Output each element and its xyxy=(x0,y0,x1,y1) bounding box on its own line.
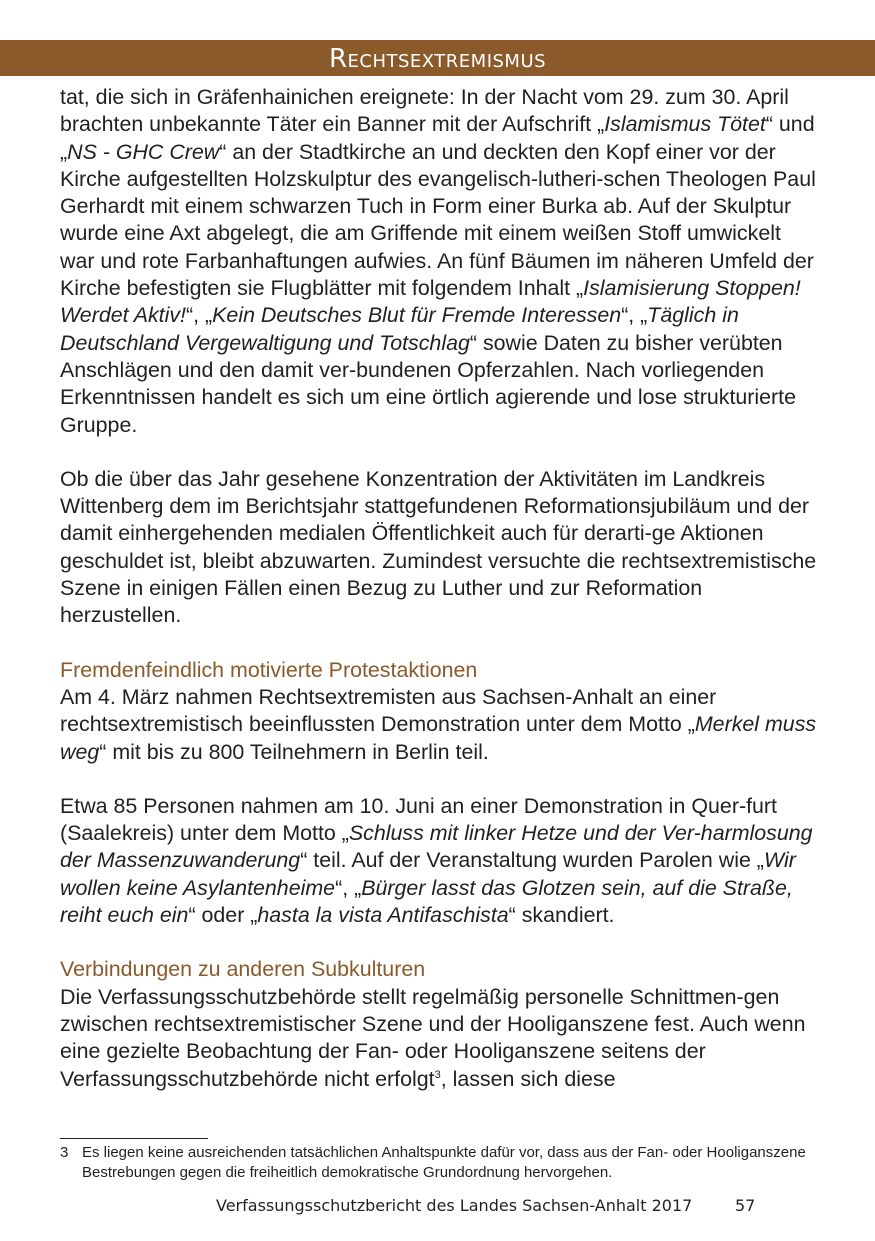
section-title: Rechtsextremismus xyxy=(328,44,547,74)
text-run: “ mit bis zu 800 Teilnehmern in Berlin teil. xyxy=(99,739,489,764)
text-run: “ sowie Daten zu bisher verübten Anschlägen und den damit ver-bundenen Opferzahlen. Nach vorliegenden Erkenntnissen handelt es sich um eine örtlich agierende und lose strukturierte Gruppe. xyxy=(60,330,797,437)
main-text xyxy=(60,84,820,1093)
quoted-text: Islamisierung Stoppen! Werdet Aktiv! xyxy=(60,276,801,328)
footnote xyxy=(60,1143,820,1183)
paragraph xyxy=(60,793,820,929)
footnote-number: 3 xyxy=(60,1144,69,1161)
footnote-divider xyxy=(60,1138,208,1139)
paragraph xyxy=(60,466,820,630)
page-number: 57 xyxy=(735,1196,756,1215)
subsection-heading: Verbindungen zu anderen Subkulturen xyxy=(60,957,426,982)
text-run: “ teil. Auf der Veranstaltung wurden Parolen wie „ xyxy=(300,848,764,873)
text-run: Am 4. März nahmen Rechtsextremisten aus Sachsen-Anhalt an einer rechtsextremistisch beeinflussten Demonstration unter dem Motto „ xyxy=(60,684,717,737)
quoted-text: Merkel muss weg xyxy=(60,712,817,764)
text-run: tat, die sich in Gräfenhainichen ereignete: In der Nacht vom 29. zum 30. April brachten unbekannte Täter ein Banner mit der Aufschrift „ xyxy=(60,85,789,137)
quoted-text: Wir wollen keine Asylantenheime xyxy=(60,848,796,900)
paragraph xyxy=(60,684,820,766)
quoted-text: Kein Deutsches Blut für Fremde Interessen xyxy=(212,303,622,328)
quoted-text: Schluss mit linker Hetze und der Ver-harmlosung der Massenzuwanderung xyxy=(60,821,813,873)
text-run: “ und „ xyxy=(60,112,815,164)
text-run: “ an der Stadtkirche an und deckten den Kopf einer vor der Kirche aufgestellten Holzskulptur des evangelisch-lutheri-schen Theologen Paul Gerhardt mit einem schwarzen Tuch in Form einer Burka ab. Auf der Skulptur wurde eine Axt abgelegt, die am Griffende mit einem weißen Stoff umwickelt war und rote Farbanhaftungen aufwies. An fünf Bäumen im näheren Umfeld der Kirche befestigten sie Flugblätter mit folgendem Inhalt „ xyxy=(60,139,816,301)
quoted-text: Bürger lasst das Glotzen sein, auf die Straße, reiht euch ein xyxy=(60,875,793,928)
quoted-text: NS - GHC Crew xyxy=(67,139,220,164)
text-run: “ skandiert. xyxy=(508,903,615,928)
text-run: “, „ xyxy=(186,303,213,328)
text-run: Ob die über das Jahr gesehene Konzentration der Aktivitäten im Landkreis Wittenberg dem im Berichtsjahr stattgefundenen Reformationsjubiläum und der damit einhergehenden medialen Öffentlichkeit auch für derarti-ge Aktionen geschuldet ist, bleibt abzuwarten. Zumindest versuchte die rechtsextremistische Szene in einigen Fällen einen Bezug zu Luther und zur Reformation herzustellen. xyxy=(60,466,817,628)
text-run: Die Verfassungsschutzbehörde stellt regelmäßig personelle Schnittmen-gen zwischen rechtsextremistischer Szene und der Hooliganszene fest. Auch wenn eine gezielte Beobachtung der Fan- oder Hooliganszene seitens der Verfassungsschutzbehörde nicht erfolgt xyxy=(60,984,806,1091)
text-run: Etwa 85 Personen nahmen am 10. Juni an einer Demonstration in Quer-furt (Saalekreis) unter dem Motto „ xyxy=(60,793,777,846)
footnote-text: Es liegen keine ausreichenden tatsächlichen Anhaltspunkte dafür vor, dass aus der Fan- oder Hooliganszene Bestrebungen gegen die freiheitlich demokratische Grundordnung hervorgehen. xyxy=(82,1144,806,1181)
text-run: “ oder „ xyxy=(188,903,258,928)
text-run: “, „ xyxy=(621,303,648,328)
text-run: “, „ xyxy=(335,875,362,900)
paragraph xyxy=(60,84,820,439)
paragraph xyxy=(60,984,820,1093)
footnote-reference: 3 xyxy=(434,1068,441,1081)
quoted-text: hasta la vista Antifaschista xyxy=(257,903,509,928)
subsection-heading: Fremdenfeindlich motivierte Protestaktionen xyxy=(60,657,478,682)
quoted-text: Täglich in Deutschland Vergewaltigung und Totschlag xyxy=(60,303,739,355)
text-run: , lassen sich diese xyxy=(440,1066,616,1091)
section-header-bar xyxy=(0,40,875,76)
quoted-text: Islamismus Tötet xyxy=(604,112,766,137)
footer-publication-title: Verfassungsschutzbericht des Landes Sachsen-Anhalt 2017 xyxy=(216,1196,693,1215)
